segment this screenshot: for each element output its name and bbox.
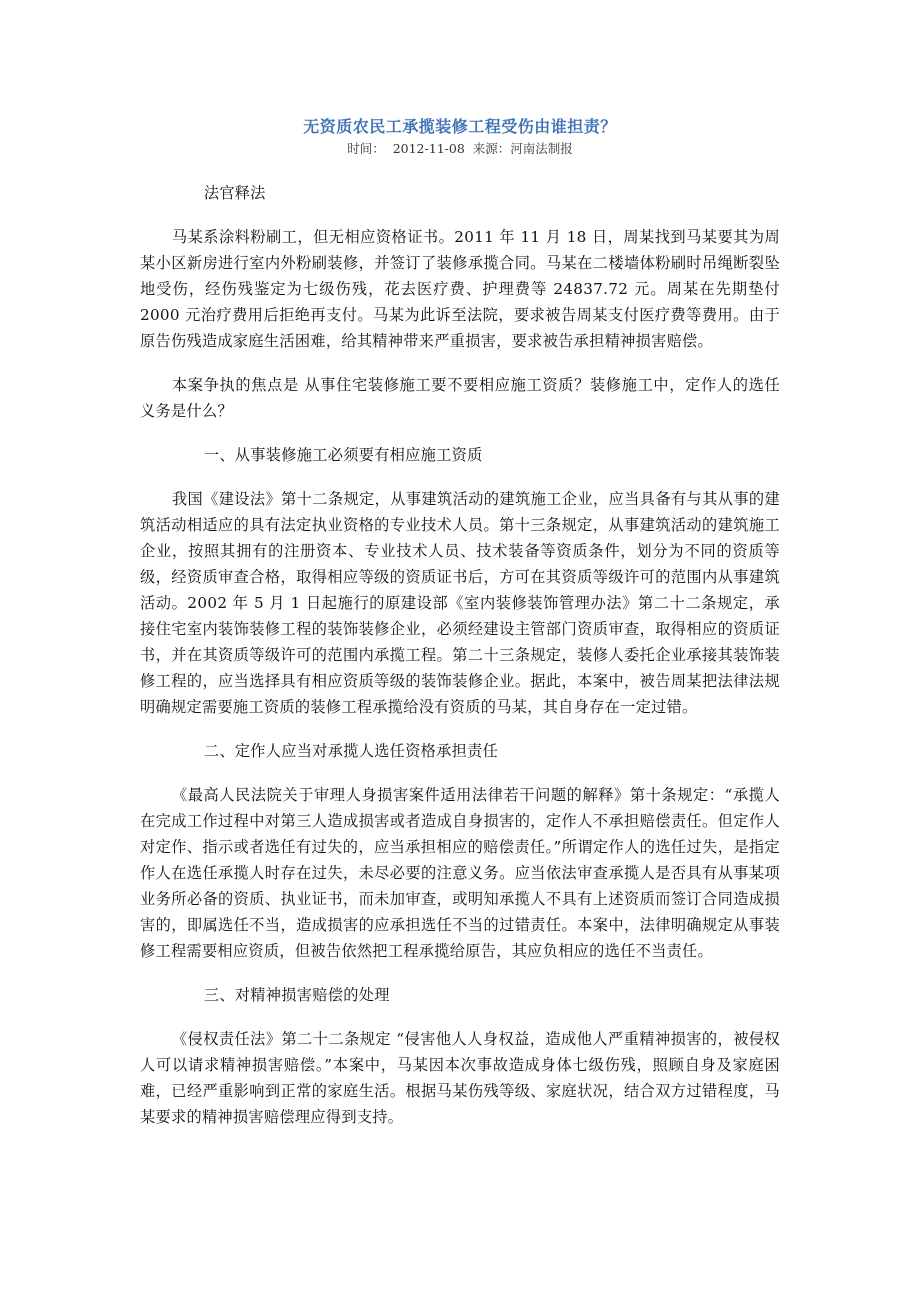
article-meta: [140, 139, 780, 157]
article-body: [140, 180, 780, 1148]
section-1-paragraph: 我国《建设法》第十二条规定，从事建筑活动的建筑施工企业，应当具备有与其从事的建筑活动相适应的具有法定执业资格的专业技术人员。第十三条规定，从事建筑活动的建筑施工企业，按照其拥有的注册资本、专业技术人员、技术装备等资质条件，划分为不同的资质等级，经资质审查合格，取得相应等级的资质证书后，方可在其资质等级许可的范围内从事建筑活动。2002 年 5 月 1 日起施行的原建设部《室内装修装饰管理办法》第二十二条规定，承接住宅室内装饰装修工程的装饰装修企业，必须经建设主管部门资质审查，取得相应的资质证书，并在其资质等级许可的范围内承揽工程。第二十三条规定，装修人委托企业承接其装饰装修工程的，应当选择具有相应资质等级的装饰装修企业。据此，本案中，被告周某把法律法规明确规定需要施工资质的装修工程承揽给没有资质的马某，其自身存在一定过错。: [140, 490, 780, 716]
time-label: 时间：: [347, 141, 385, 156]
dispute-focus-paragraph: 本案争执的焦点是 从事住宅装修施工要不要相应施工资质？装修施工中，定作人的选任义务是什么？: [140, 376, 780, 420]
section-heading-judge-explains: 法官释法: [203, 184, 266, 202]
section-2-paragraph: 《最高人民法院关于审理人身损害案件适用法律若干问题的解释》第十条规定：“承揽人在完成工作过程中对第三人造成损害或者造成自身损害的，定作人不承担赔偿责任。但定作人对定作、指示或者选任有过失的，应当承担相应的赔偿责任。”所谓定作人的选任过失，是指定作人在选任承揽人时存在过失，未尽必要的注意义务。应当依法审查承揽人是否具有从事某项业务所必备的资质、执业证书，而未加审查，或明知承揽人不具有上述资质而签订合同造成损害的，即属选任不当，造成损害的应承担选任不当的过错责任。本案中，法律明确规定从事装修工程需要相应资质，但被告依然把工程承揽给原告，其应负相应的选任不当责任。: [140, 786, 780, 960]
section-3-paragraph: 《侵权责任法》第二十二条规定 “侵害他人人身权益，造成他人严重精神损害的，被侵权人可以请求精神损害赔偿。”本案中，马某因本次事故造成身体七级伤残，照顾自身及家庭困难，已经严重影响到正常的家庭生活。根据马某伤残等级、家庭状况，结合双方过错程度，马某要求的精神损害赔偿理应得到支持。: [140, 1030, 780, 1126]
section-heading-2: 二、定作人应当对承揽人选任资格承担责任: [203, 742, 499, 760]
publish-date: 2012-11-08: [392, 141, 465, 156]
article-title: 无资质农民工承揽装修工程受伤由谁担责？: [303, 117, 617, 136]
section-heading-1: 一、从事装修施工必须要有相应施工资质: [203, 446, 483, 464]
case-facts-paragraph: 马某系涂料粉刷工，但无相应资格证书。2011 年 11 月 18 日，周某找到马某要其为周某小区新房进行室内外粉刷装修，并签订了装修承揽合同。马某在二楼墙体粉刷时吊绳断裂坠地受伤，经伤残鉴定为七级伤残，花去医疗费、护理费等 24837.72 元。周某在先期垫付 2000 元治疗费用后拒绝再支付。马某为此诉至法院，要求被告周某支付医疗费等费用。由于原告伤残造成家庭生活困难，给其精神带来严重损害，要求被告承担精神损害赔偿。: [140, 228, 780, 350]
source-label: 来源：河南法制报: [472, 141, 573, 156]
section-heading-3: 三、对精神损害赔偿的处理: [203, 986, 390, 1004]
